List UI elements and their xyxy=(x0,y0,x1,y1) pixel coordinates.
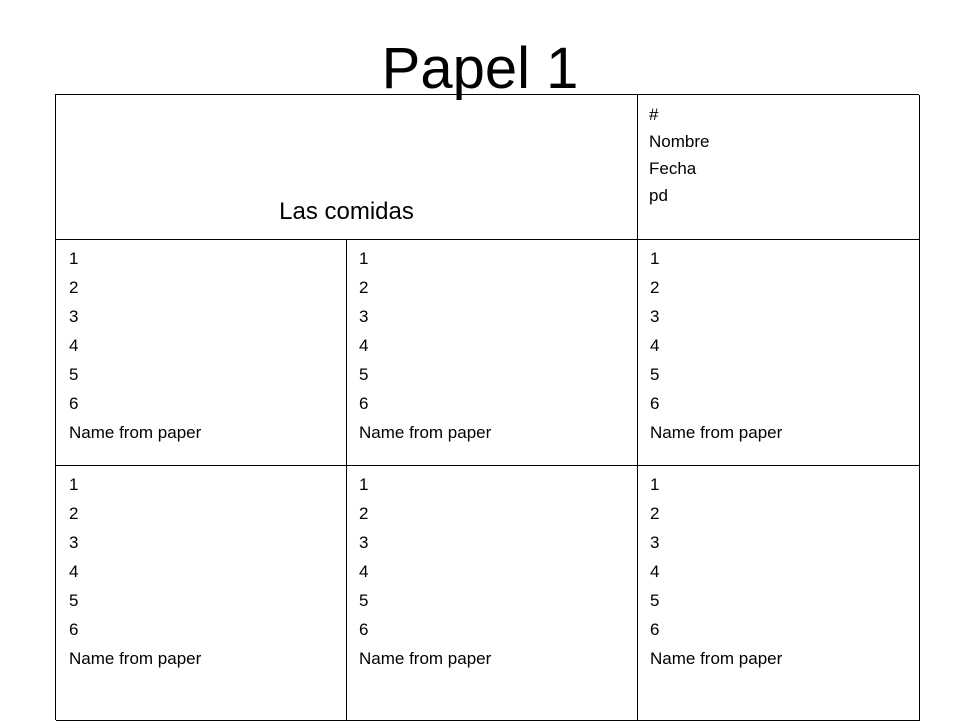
item-number: 5 xyxy=(359,591,369,610)
item-number: 6 xyxy=(650,394,660,413)
item-number: 6 xyxy=(69,620,79,639)
answer-cell-1 xyxy=(56,240,347,466)
item-number: 1 xyxy=(650,475,660,494)
answer-cell-2 xyxy=(347,240,638,466)
item-number: 4 xyxy=(69,562,79,581)
answer-cell-5 xyxy=(347,466,638,721)
item-number: 4 xyxy=(650,562,660,581)
item-number: 1 xyxy=(69,475,79,494)
item-number: 3 xyxy=(650,307,660,326)
item-number: 2 xyxy=(359,504,369,523)
name-field-label: Nombre xyxy=(649,132,710,151)
item-number: 3 xyxy=(359,307,369,326)
worksheet-table xyxy=(55,94,919,720)
paper-name-label: Name from paper xyxy=(650,649,783,668)
item-number: 5 xyxy=(69,591,79,610)
item-number: 4 xyxy=(650,336,660,355)
topic-cell xyxy=(56,95,638,240)
item-number: 2 xyxy=(650,504,660,523)
answer-cell-6 xyxy=(638,466,920,721)
item-number: 1 xyxy=(650,249,660,268)
item-number: 6 xyxy=(359,620,369,639)
item-number: 2 xyxy=(650,278,660,297)
item-number: 4 xyxy=(69,336,79,355)
page-title: Papel 1 xyxy=(381,36,579,101)
paper-name-label: Name from paper xyxy=(69,423,202,442)
item-number: 4 xyxy=(359,336,369,355)
item-number: 6 xyxy=(69,394,79,413)
item-number: 2 xyxy=(69,278,79,297)
item-number: 3 xyxy=(69,533,79,552)
item-number: 3 xyxy=(650,533,660,552)
item-number: 1 xyxy=(359,249,369,268)
period-field-label: pd xyxy=(649,186,668,205)
answer-cell-3 xyxy=(638,240,920,466)
item-number: 3 xyxy=(359,533,369,552)
item-number: 6 xyxy=(650,620,660,639)
item-number: 1 xyxy=(359,475,369,494)
date-field-label: Fecha xyxy=(649,159,697,178)
item-number: 3 xyxy=(69,307,79,326)
answer-cell-4 xyxy=(56,466,347,721)
paper-name-label: Name from paper xyxy=(359,649,492,668)
item-number: 5 xyxy=(359,365,369,384)
item-number: 2 xyxy=(359,278,369,297)
item-number: 5 xyxy=(69,365,79,384)
item-number: 4 xyxy=(359,562,369,581)
number-field-label: # xyxy=(649,105,659,124)
item-number: 2 xyxy=(69,504,79,523)
item-number: 1 xyxy=(69,249,79,268)
student-info-cell xyxy=(638,95,920,240)
item-number: 5 xyxy=(650,365,660,384)
item-number: 5 xyxy=(650,591,660,610)
topic-heading: Las comidas xyxy=(279,198,414,225)
paper-name-label: Name from paper xyxy=(359,423,492,442)
paper-name-label: Name from paper xyxy=(69,649,202,668)
item-number: 6 xyxy=(359,394,369,413)
paper-name-label: Name from paper xyxy=(650,423,783,442)
